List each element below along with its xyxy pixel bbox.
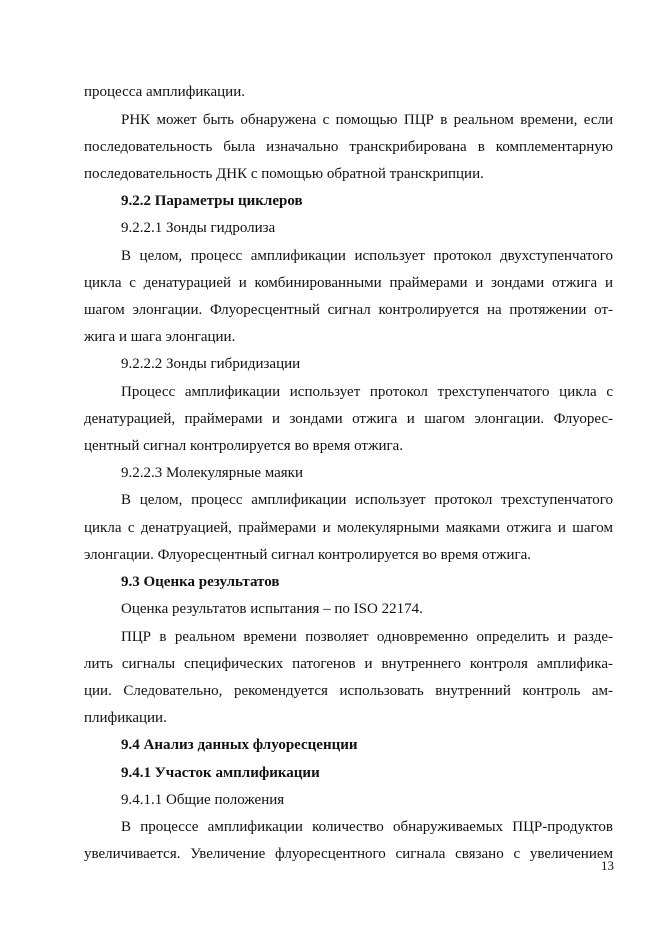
section-heading: 9.3 Оценка результатов (121, 574, 280, 590)
subsection-heading: 9.2.2.3 Молекулярные маяки (121, 465, 303, 481)
text-line: В целом, процесс амплификации использует протокол двухступенчатого (121, 248, 613, 264)
text-line: элонгации. Флуоресцентный сигнал контролируется во время отжига. (84, 547, 532, 563)
text-line: ции. Следовательно, рекомендуется использовать внутренний контроль ам- (84, 683, 613, 699)
section-heading: 9.4 Анализ данных флуоресценции (121, 737, 358, 753)
text-line: шагом элонгации. Флуоресцентный сигнал контролируется на протяжении от- (84, 302, 613, 318)
subsection-heading: 9.2.2.1 Зонды гидролиза (121, 220, 276, 236)
text-line: лить сигналы специфических патогенов и внутреннего контроля амплифика- (84, 656, 613, 672)
text-line: РНК может быть обнаружена с помощью ПЦР в реальном времени, если (121, 112, 613, 128)
text-line: последовательность ДНК с помощью обратной транскрипции. (84, 166, 484, 182)
text-line: последовательность была изначально транскрибирована в комплементарную (84, 139, 613, 155)
text-line: жига и шага элонгации. (84, 329, 236, 345)
text-line: плификации. (84, 710, 167, 726)
text-line: денатурацией, праймерами и зондами отжига и шагом элонгации. Флуорес- (84, 411, 613, 427)
text-line: процесса амплификации. (84, 84, 245, 100)
text-line: Оценка результатов испытания – по ISO 22174. (121, 601, 423, 617)
text-line: В целом, процесс амплификации использует протокол трехступенчатого (121, 492, 613, 508)
text-line: В процессе амплификации количество обнаруживаемых ПЦР-продуктов (121, 819, 613, 835)
text-line: цикла с денатруацией, праймерами и молекулярными маяками отжига и шагом (84, 520, 613, 536)
text-line: Процесс амплификации использует протокол трехступенчатого цикла с (121, 384, 613, 400)
text-line: увеличивается. Увеличение флуоресцентного сигнала связано с увеличением (84, 846, 613, 862)
text-line: центный сигнал контролируется во время отжига. (84, 438, 404, 454)
subsection-heading: 9.4.1.1 Общие положения (121, 792, 285, 808)
text-line: цикла с денатурацией и комбинированными праймерами и зондами отжига и (84, 275, 613, 291)
section-heading: 9.2.2 Параметры циклеров (121, 193, 303, 209)
text-line: ПЦР в реальном времени позволяет одновременно определить и разде- (121, 629, 613, 645)
page-number: 13 (601, 858, 614, 873)
section-heading: 9.4.1 Участок амплификации (121, 765, 320, 781)
subsection-heading: 9.2.2.2 Зонды гибридизации (121, 356, 301, 372)
